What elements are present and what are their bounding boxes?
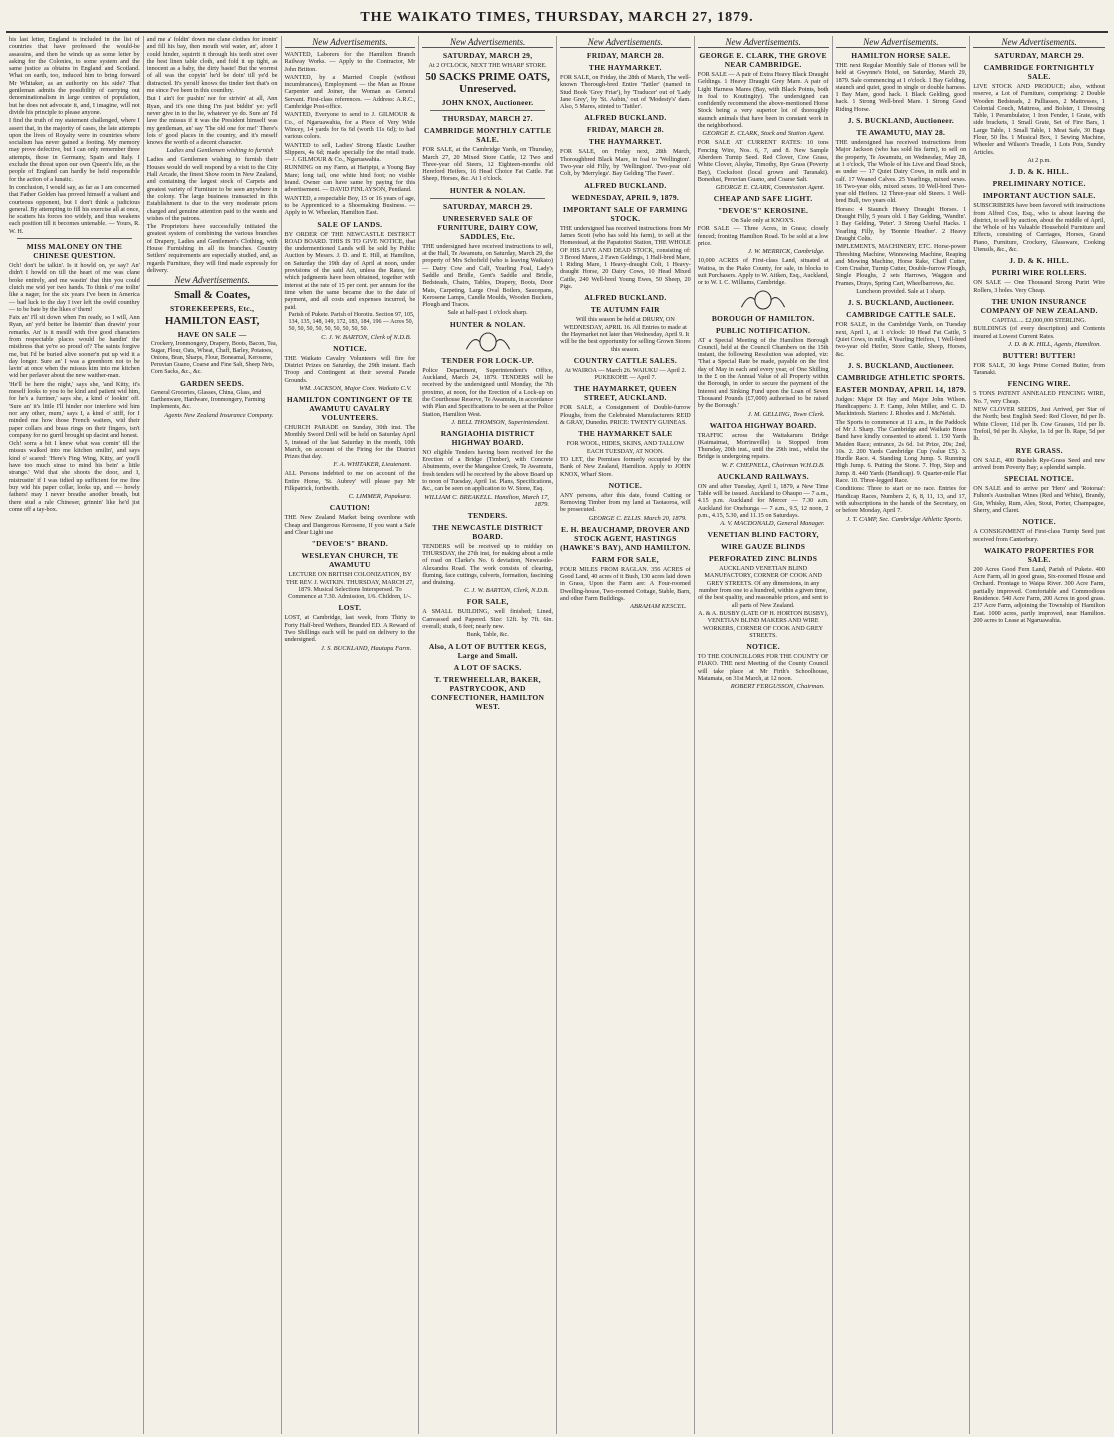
ad-heading: UNRESERVED SALE OF FURNITURE, DAIRY COW, SADDLES, Etc. xyxy=(437,213,538,241)
ad-body: FOR SALE, on Friday, the 28th of March, The well-known Thorough-bred Entire 'Tattler' (named in Stud Book 'Grey Friar'), by 'Traducer' out of 'Lady Jane Grey', by 'St. Aubin,' out of 'Modesty's' dam. Also, 5 Mares, stinted to 'Tattler'. xyxy=(560,74,691,111)
ad-heading: GEORGE E. CLARK, THE GROVE NEAR CAMBRIDGE. xyxy=(699,51,827,69)
ad-heading: THE HAYMARKET SALE xyxy=(578,429,673,439)
ad-body: FOR SALE — A pair of Extra Heavy Black Draught Geldings. 1 Heavy Draught Grey Mare. A pair of Light Harness Mares (Bay, with Black Points, both in foal to Koutingity). The undersigned can confidently recommend the above-mentioned Horse Stock being a very superior lot of thoroughly staunch animals that have been in constant work in the neighborhood. xyxy=(697,71,829,130)
section-header: New Advertisements. xyxy=(560,37,691,48)
ad-body: FOR SALE AT CURRENT RATES: 10 tons Fencing Wire, Nos. 6, 7, and 8. New Sample Aberdeen Turnip Seed. Red Clover, Cow Grass, White Clover, Alsyke, Timothy, Rye Grass (Poverty Bay), Cocksfoot (local grown and Taranaki). Bonedust, Peruvian Guano, and Coarse Salt. xyxy=(697,139,829,183)
ad-heading: THE UNION INSURANCE COMPANY OF NEW ZEALAND. xyxy=(980,296,1098,315)
ad-heading: TENDERS. xyxy=(467,510,508,520)
ad-body: TENDERS will be received up to midday on THURSDAY, the 27th inst, for making about a mile of road on Clarke's No. 6 deviation, Newcastle-Alexandra Road. The work consists of clearing, fluming, face cuttings, culverts, formation, fascining and draining. xyxy=(422,542,553,587)
ad-signature: J. BELL THOMSON, Superintendent. xyxy=(451,418,549,426)
ad-heading: PERFORATED ZINC BLINDS xyxy=(709,554,818,564)
ad-body: Conditions: Three to start or no race. Entries for Handicap Races, Numbers 2, 6, 8, 11, 13, and 17, with subscriptions in the hands of the Secretary, on or before Monday, April 7. xyxy=(835,485,967,515)
ad-heading: FRIDAY, MARCH 28. xyxy=(586,125,664,135)
ad-body: WANTED to sell, Ladies' Strong Elastic Leather Slippers, 4s 6d; made specially for the retail trade. — J. GILMOUR & Co., Ngaruawahia. xyxy=(284,141,416,164)
ad-body: ON SALE and to arrive per 'Hero' and 'Rotorua': Fulton's Australian Wines (Red and White), Brandy, Gin, Whisky, Rum, Ales, Stout, Porter, Champagne, Sherry, and Claret. xyxy=(973,485,1105,514)
column-3 xyxy=(282,36,420,1434)
ad-heading: SATURDAY, MARCH 29. xyxy=(994,51,1084,60)
section-header: New Advertisements. xyxy=(422,37,553,48)
ad-body: ON SALE, 400 Bushels Rye-Grass Seed and new arrived from Poverty Bay; a splendid sample. xyxy=(973,456,1105,471)
ad-body: At WAIROA — March 26. WAIUKU — April 2. PUKEKOHE — April 7. xyxy=(564,366,687,382)
ad-body: LIVE STOCK AND PRODUCE; also, without reserve, a Lot of Furniture, comprising: 2 Double Wooden Bedsteads, 2 Palliasses, 2 Mattresses, 1 Colonial Couch, Mattress, and Bolster, 1 Dressing Table, 1 Perambulator, 1 Iron Fender, 1 Grate, with side brackets, 1 Small Grate, Set of Fire Bars, 1 Large Table, 1 Small Table, 1 Meat Safe, 30 Bags Flour, 50 lbs. 1 Musical Box, 1 Sewing Machine, Wheeler and Wilson's Treadle, 1 Lots Pots, Sundry Articles. xyxy=(973,83,1105,156)
ad-list: General Groceries, Glasses, China, Glass, and Earthenware, Hardware, Ironmongery, Farming Implements, &c. xyxy=(150,390,265,411)
article-paragraph: his last letter, England is included in the list of countries that have professed the would-be assassins, and then he winds up as some letter by asking for the Colonies, to some system and the same justice as obtains in England and Scotland. What on earth, too, induced him to bring forward Mr Whitaker, as an authority on his side? That gentleman admits the possibility of carrying out denominationalism in large centres of population, but he does not advocate it, and, I imagine, will not divide his principle to please anyone. xyxy=(9,36,140,116)
ad-body: The Sports to commence at 11 a.m., in the Paddock of Mr J. Sharp. The Cambridge and Waikato Brass Band have kindly consented to attend. 1. 150 Yards Maiden Race; entrance, 2s 6d. 1st Prize, 20s; 2nd, 10s. 2. 200 Yards Cambridge Cup (value £5). 3. Hurdle Race. 4. Standing Long Jump. 5. Running High Jump. 6. Putting the Stone. 7. Hop, Step and Jump. 8. 440 Yards (Handicap). 9. Quarter-mile Flat Race. 10. Three-legged Race. xyxy=(835,418,967,485)
ad-body: Police Department, Superintendent's Office, Auckland, March 24, 1879. TENDERS will be received by the undersigned until Monday, the 7th proximo, at noon, for the Erection of a Lock-up on the Courthouse Reserve, Te Awamutu, in accordance with Plan and Specifications to be seen at the Police Station, Hamilton West. xyxy=(422,366,553,418)
ad-body: THE undersigned has received instructions from Mr James Scott (who has sold his farm), to sell at the Homestead, at the Papatoitoi Station, THE WHOLE OF HIS LIVE AND DEAD STOCK, consisting of: 3 Brood Mares, 2 Fawn Geldings, 1 Half-bred Mare, 1 Riding Mare, 1 Heavy-draught Colt, 1 Heavy-draught Horse, 20 Dairy Cows, 10 Head Mixed Cattle, 240 Well-bred Young Ewes, 50 Sheep, 20 Pigs. xyxy=(560,224,691,291)
article-paragraph: 'He'll be here the night,' says she, 'and Kitty, it's meself looks to you to be kind and patient wid him, for he's a furriner,' says she, a kind o' lookin' off. 'Sure an' it's little I'll hinder nor interfere wid him nor any other, mum,' says I, a kind o' stiff, for I minded me how those French waiters, wid their paper collars and brass rings on their fingers, isn't company for no gurril brought up dacint and honest. xyxy=(9,380,140,439)
ad-heading: PRELIMINARY NOTICE. xyxy=(992,179,1086,189)
ad-heading: NOTICE. xyxy=(1022,517,1056,527)
ad-body: WANTED, Everyone to send to J. GILMOUR & Co., of Ngaruawahia, for a Piece of Very Wide Wincey, 14 yards for 6s 6d (worth 11s 6d); to had various colors. xyxy=(284,111,416,141)
ad-body: At 2 O'CLOCK, NEXT THE WHARF STORE. xyxy=(428,62,547,69)
ad-body: ON and after Tuesday, April 1, 1879, a New Time Table will be issued. Auckland to Ohaupo — 7 a.m., 4.15 p.m. Auckland for Mercer — 7.30 a.m. Auckland for Onehunga — 7 a.m., 9.5, 12 noon, 2 p.m., 4.15, 5.30, and 11.15 on Saturdays. xyxy=(697,482,829,519)
article-paragraph: Faix an' I'll sit down when I'm ready, so I will, Ann Ryan, an' ye'd better be listenin' than drawin' your remarks. An' is it mesilf with five good characters from respectable places would be handin' the misthress that ye're so proud of? The saints forgive me, but I'd be buried alive sooner'n put up wid it a day longer. Sure an' I was a greenhorn not to be lavin' at once when the missus kim into me kitchen wid her perlaver about the new waither-man. xyxy=(9,314,140,380)
ad-heading: CHEAP AND SAFE LIGHT. xyxy=(713,194,813,204)
ad-heading: HAMILTON CONTINGENT OF TE AWAMUTU CAVALRY VOLUNTEERS. xyxy=(286,394,413,422)
ad-body: ON SALE — One Thousand Strong Puriri Wire Rollers, 3 holes. Very Cheap. xyxy=(973,279,1105,294)
ad-heading: BUTTER! BUTTER! xyxy=(1002,350,1076,360)
ad-signature: GEORGE C. ELLIS. March 20, 1879. xyxy=(588,514,687,522)
ad-signature: F. A. WHITAKER, Lieutenant. xyxy=(333,461,412,469)
ad-body: 5 TONS PATENT ANNEALED FENCING WIRE, No. 7, very Cheap. xyxy=(973,390,1105,405)
ad-heading: THE HAYMARKET, QUEEN STREET, AUCKLAND. xyxy=(573,384,678,403)
ad-body: LECTURE ON BRITISH COLONIZATION, BY THE REV. J. WATKIN. THURSDAY, MARCH 27, 1879. Musical Selections Interspersed. To Commence at 7.30. Admission, 1/6. Children, 1/-. xyxy=(286,571,414,601)
section-header: New Advertisements. xyxy=(285,37,416,48)
ad-signature: ALFRED BUCKLAND. xyxy=(584,113,667,123)
ad-signature: ALFRED BUCKLAND. xyxy=(584,293,667,303)
ad-body: AUCKLAND VENETIAN BLIND MANUFACTORY, CORNER OF COOK AND GREY STREETS. Of any dimensions, in any number from one to a hundred, within a given time, of the best quality, and reasonable prices, and sent to all parts of New Zealand. xyxy=(697,565,829,609)
ad-body: A. & A. BUSBY (LATE OF H. HORTON BUSBY), VENETIAN BLIND MAKERS AND WIRE WORKERS, CORNER OF COOK AND GREY STREETS. xyxy=(698,609,829,639)
ad-heading: WIRE GAUZE BLINDS xyxy=(720,542,806,552)
columns xyxy=(6,36,1108,1434)
divider xyxy=(430,110,545,111)
ad-body: On Sale only at KNOX'S. xyxy=(731,217,796,225)
ad-body: NEW CLOVER SEEDS, Just Arrived, per Star of the North; best English Seed: Red Clover, 8d per lb. White Clover, 11d per lb. Cow Grasses, 11d per lb. Trefoil, 9d per lb. Alsyke, 1s 1d per lb. Rape, 5d per lb. xyxy=(973,406,1105,443)
ad-heading: WAITOA HIGHWAY BOARD. xyxy=(709,420,817,430)
section-header: New Advertisements. xyxy=(698,37,829,48)
ad-heading: SPECIAL NOTICE. xyxy=(1004,474,1075,484)
ad-heading: VENETIAN BLIND FACTORY, xyxy=(707,530,819,540)
ad-body: THE Waikato Cavalry Volunteers will fire for District Prizes on Saturday, the 29th instant. Each Troop and Contingent at their several Parade Grounds. xyxy=(284,354,416,384)
column-5 xyxy=(557,36,695,1434)
ad-signature: ALFRED BUCKLAND. xyxy=(584,180,667,190)
ad-intro: Ladies and Gentlemen wishing to furnish xyxy=(166,147,274,155)
coat-of-arms-icon xyxy=(736,289,790,311)
ad-heading: FARM FOR SALE, xyxy=(591,554,659,564)
ad-body: AT a Special Meeting of the Hamilton Borough Council, held at the Council Chambers on the 15th instant, the following Resolution was adopted, viz: 'That a Special Rate be made, payable on the first day of May in each and every year, of One Shilling in the £ on the Annual Value of all Property within the Borough, in order to secure the payment of the Interest and Sinking Fund upon the Loan of Seven Thousand Pounds (£7,000) authorised to be raised by the Borough.' xyxy=(697,336,829,410)
ad-heading: THE NEWCASTLE DISTRICT BOARD. xyxy=(432,522,543,541)
ad-heading: 50 SACKS PRIME OATS, Unreserved. xyxy=(425,71,550,96)
ad-heading: COUNTRY CATTLE SALES. xyxy=(573,355,678,365)
ad-body: FOR WOOL, HIDES, SKINS, AND TALLOW EACH TUESDAY, AT NOON. xyxy=(566,440,685,455)
ad-heading: THURSDAY, MARCH 27. xyxy=(442,114,533,124)
ad-body: Will this season be held at DRURY, ON WEDNESDAY, APRIL 16. All Entries to made at the Haymarket not later than Wednesday, April 9. It will be the best opportunity for selling Grown Stores this season. xyxy=(560,316,691,353)
ad-body: FOR SALE, on Friday next, 28th March, Thoroughbred Black Mare, in foal to 'Wellington'. Two-year old Filly, by 'Wellington'. Two-year old Colt, by 'Merrylegs'. Bay Gelding 'The Fawn'. xyxy=(560,148,691,178)
ad-signature: J. D. & K. HILL. xyxy=(1009,167,1070,177)
ad-body: TO LET, the Premises formerly occupied by the Bank of New Zealand, Hamilton. Apply to JOHN KNOX, Wharf Store. xyxy=(560,455,691,478)
ad-heading: TE AUTUMN FAIR xyxy=(590,305,660,315)
ad-body: WANTED, a respectable Boy, 15 or 16 years of age, to be Apprenticed to a Shoemaking Business. — Apply to W. Wheelan, Hamilton East. xyxy=(284,194,416,217)
ad-heading: THE HAYMARKET. xyxy=(588,63,662,72)
ad-body: THE undersigned have received instructions to sell, at the Hall, Te Awamutu, on Saturday, March 29, the property of Mrs Schofield (who is leaving Waikato) — Dairy Cow and Calf, Yearling Foal, Lady's Saddle and Bridle, Gent's Saddle and Bridle, Bedsteads, Chairs, Tables, Drapery, Boots, Door Mats, Carpeting, Large Oval Boilers, Saucepans, Kerosene Lamps, Candle Moulds, Wooden Buckets, Plough and Traces. xyxy=(422,242,553,309)
ad-heading: BOROUGH OF HAMILTON. xyxy=(711,313,815,323)
ad-heading: Also, A LOT OF BUTTER KEGS, Large and Small. xyxy=(428,641,547,660)
ad-list: Crockery, Ironmongery, Drapery, Boots, Bacon, Tea, Sugar, Flour, Oats, Wheat, Chaff, Barley, Potatoes, Onions, Bran, Sharps, Flour, Boneamal, Kerosene, Peruvian Guano, Coarse and Fine Salt, Sheep Nets, Corn Sacks, &c., &c. xyxy=(150,341,278,376)
article-paragraph: and me a' foldin' down me clane clothes for ironin' and fill his bay, then mouth wid water, an', afore I could hinder, squirrit it through his teeth stret over the best linen table cloth, and fold it up tight, as innocent as a baby, the dirty baste! But the worrest of all was the copyin' he'd be doin' till ye'd be distracted. It's yersilf knows the tinder feet that's on me since I've been in this counthry. xyxy=(146,36,278,95)
ad-body: ANY persons, after this date, found Cutting or Removing Timber from my land at Taotaoroa, will be prosecuted. xyxy=(560,491,691,514)
ad-body: WANTED, by a Married Couple (without incumbrances), Employment — the Man as House Carpenter and Joiner, the Woman as General Servant. First-class references. — Address: A.R.C., Cambridge Post-office. xyxy=(284,73,416,111)
ad-signature: C. LIMMER, Papakura. xyxy=(348,493,412,501)
ad-body: Bunk, Table, &c. xyxy=(466,631,509,639)
ad-heading: Small & Coates, xyxy=(174,289,251,302)
ad-heading: CAMBRIDGE FORTNIGHTLY SALE. xyxy=(983,63,1095,81)
ad-body: NO eligible Tenders having been received for the Erection of a Bridge (Timber), with Concrete Abutments, over the Mangahoe Creek, Te Awamutu, fresh tenders will be received by the above Board up to noon of Tuesday, April 1st. Plans, Specifications, &c., can be seen on application to W. Stone, Esq. xyxy=(422,448,553,493)
ad-heading: FENCING WIRE. xyxy=(1007,379,1071,389)
ad-heading: E. H. BEAUCHAMP, DROVER AND STOCK AGENT, HASTINGS (HAWKE'S BAY), AND HAMILTON. xyxy=(560,524,691,552)
ad-heading: T. TREWHEELLAR, BAKER, PASTRYCOOK, AND CONFECTIONER, HAMILTON WEST. xyxy=(430,674,545,711)
page-title: THE WAIKATO TIMES, THURSDAY, MARCH 27, 1879. xyxy=(360,10,754,25)
ad-heading: RANGIAOHIA DISTRICT HIGHWAY BOARD. xyxy=(440,428,535,447)
ad-subheading: STOREKEEPERS, Etc., xyxy=(169,304,255,314)
ad-body: RUNNING on my Farm, at Haripipi, a Young Bay Mare; long tail, one white hind foot; no visible brand. Owner can have same by paying for this advertisement. — DAVID FINLAYSON, Pentland. xyxy=(284,164,416,194)
ad-signature: GEORGE E. CLARK, Commission Agent. xyxy=(715,184,825,192)
ad-body: A SMALL BUILDING, well finished; Lined, Canvassed and Papered. Size: 12ft. by 7ft. 6in. overall; studs, 6 feet; nearly new. xyxy=(422,608,553,630)
column-7 xyxy=(833,36,971,1434)
ad-heading: CAMBRIDGE ATHLETIC SPORTS. xyxy=(836,372,966,382)
ad-heading: IMPORTANT AUCTION SALE. xyxy=(982,191,1096,201)
ad-signature: ROBERT FERGUSSON, Chairman. xyxy=(730,683,825,691)
ad-body: BUILDINGS (of every description) and Contents insured at Lowest Current Rates. xyxy=(973,325,1105,340)
ad-heading: SALE OF LANDS. xyxy=(317,219,383,229)
ad-heading: NOTICE. xyxy=(746,642,780,652)
coat-of-arms-icon xyxy=(461,331,515,353)
ad-body: THE undersigned has received instructions from Major Jackson (who has sold his farm), to sell on the property, Te Awamutu, on Wednesday, May 28, at 1 o'clock, The Whole of his Live and Dead Stock, as under — 17 Quiet Dairy Cows, in milk and in calf. 17 Weaned Calves. 25 Yearlings, mixed sexes. 16 Two-year olds, mixed sexes. 10 Well-bred Two-year old Heifers. 12 Three-year old Steers. 1 Well-bred Bull, two years old. xyxy=(835,139,967,205)
ad-heading: EASTER MONDAY, APRIL 14, 1879. xyxy=(835,384,967,394)
article-paragraph: Och! sorra a bit I knew what was comin' till the missus walked into me kitchen smilin', and says kind o' scared: 'Here's Fing Wing, Kitty, an' you'll have too much sinse to mind his bein' a little strange.' Wid that she shoots the door, and I, mistrustin' if I was tidied up sufficient for me fine buy wid his paper collar, looks up, and — howly fathers! may I never breathe another breath, but there stud a rale Chineser, grinnin' like he'd jist come off a tay-box. xyxy=(9,440,140,513)
ad-heading: PUBLIC NOTIFICATION. xyxy=(716,325,811,335)
section-header: New Advertisements. xyxy=(147,275,278,286)
ad-heading: "DEVOE'S" BRAND. xyxy=(311,539,389,549)
ad-body: Ladies and Gentlemen wishing to furnish their Houses would do well respond by a visit to the City Hall Arcade, the finest Show room in New Zealand, and containing the largest stock of Carpets and greatest variety of Furniture to be seen anywhere in the colony. The large business transacted in this Establishment is due to the very moderate prices charged and genuine attention paid to the wants and wishes of the patrons. xyxy=(146,156,278,222)
ad-heading: CAMBRIDGE CATTLE SALE. xyxy=(846,310,956,320)
divider xyxy=(430,198,545,199)
ad-heading: RYE GRASS. xyxy=(1015,445,1063,455)
ad-signature: C. J. W. BARTON, Clerk of N.D.B. xyxy=(321,333,412,341)
ad-body: THE New Zealand Market being overdone with Cheap and Dangerous Kerosene, If you want a Safe and Clear Light use xyxy=(284,514,416,536)
section-header: New Advertisements. xyxy=(973,37,1105,48)
ad-heading: IMPORTANT SALE OF FARMING STOCK. xyxy=(563,204,688,223)
ad-body: FOR SALE, 30 kegs Prime Corned Butter, from Taranaki. xyxy=(973,361,1105,377)
ad-signature: J. S. BUCKLAND, Hautapu Farm. xyxy=(320,644,412,652)
ad-signature: W. F. CHEPNELL, Chairman W.H.D.B. xyxy=(721,461,825,469)
ad-signature: HUNTER & NOLAN. xyxy=(449,319,526,329)
ad-body: FOR SALE, at the Cambridge Yards, on Thursday, March 27, 20 Mixed Store Cattle, 12 Two and Three-year old Steers, 12 Eighteen-months old Hereford Heifers, 16 Head Choice Fat Cattle. Fat Sheep, Horses, &c. At 1 o'clock. xyxy=(422,146,553,183)
ad-signature: HUNTER & NOLAN. xyxy=(449,185,526,195)
ad-signature: J. S. BUCKLAND, Auctioneer. xyxy=(847,298,955,308)
ad-body: IMPLEMENTS, MACHINERY, ETC. Horse-power Threshing Machine, Winnowing Machine, Reaping and Mowing Machine, Horse Rake, Chaff Cutter, Corn Crusher, Turnip Cutter, Double-furrow Plough, Single Ploughs, 2 sets Harrows, Waggon and Frames, Drays, Spring Cart, Wheelbarrows, &c. xyxy=(835,243,967,287)
ad-body: FOUR MILES FROM RAGLAN. 356 ACRES of Good Land, 40 acres of it Bush, 130 acres laid down in Grass, Upon the Farm are: A Four-roomed Dwelling-house, Two-roomed Cottage, Stable, Barn, and other Farm Buildings. xyxy=(560,565,691,602)
ad-body: FOR SALE, a Consignment of Double-furrow Ploughs, from the Celebrated Manufacturers REID & GRAY, Dunedin. PRICE: TWENTY GUINEAS. xyxy=(560,404,691,427)
ad-heading: PURIRI WIRE ROLLERS. xyxy=(991,268,1087,278)
ad-body: FOR SALE — Three Acres, in Grass; closely fenced; fronting Hamilton Road. To be sold at a low price. xyxy=(697,225,829,248)
ad-body: Sale at half-past 1 o'clock sharp. xyxy=(447,309,528,317)
ad-signature: WILLIAM C. BREAKELL. Hamilton, March 17, 1879. xyxy=(424,493,549,508)
ad-heading: HAMILTON HORSE SALE. xyxy=(851,51,951,60)
ad-body: SUBSCRIBERS have been favored with instructions from Alfred Cox, Esq., who is about leaving the district, to sell by auction, about the middle of April, the Whole of his Valuable Household Furniture and Effects, consisting of Carriages, Horses, Grand Piano, Furniture, Crockery, Glassware, Cooking Utensils, &c., &c. xyxy=(973,202,1105,254)
ad-table: Parish of Pukete. Parish of Horotiu. Section 97, 105, 134, 135, 148, 149, 172, 183, 184, 196 — Acres 50, 50, 50, 50, 50, 50, 50, 50, 50, 50. xyxy=(288,311,415,332)
ad-body: ALL Persons indebted to me on account of the Entire Horse, 'St. Aubrey' will please pay Mr Filkpatrick, forthwith. xyxy=(284,470,416,493)
ad-signature: JOHN KNOX, Auctioneer. xyxy=(441,98,534,108)
ad-heading: THE HAYMARKET. xyxy=(588,137,662,147)
ad-body: Luncheon provided. Sale at 1 sharp. xyxy=(856,288,946,296)
ad-body: At 2 p.m. xyxy=(1027,156,1051,164)
ad-heading: CAUTION! xyxy=(329,503,371,513)
ad-heading: WAIKATO PROPERTIES FOR SALE. xyxy=(984,545,1095,564)
ad-heading: WESLEYAN CHURCH, TE AWAMUTU xyxy=(301,551,399,570)
ad-body: CAPITAL ... £2,000,000 STERLING. xyxy=(992,316,1087,324)
ad-signature: J. T. CAMP, Sec. Cambridge Athletic Sports. xyxy=(846,515,963,523)
article-paragraph: I find the truth of my statement challenged, where I assert that, in the majority of cases, the late attempts upon the lives of Royalty were in countries where socialism has never gained a footing. My memory may prove defective, but I can only remember three attempts, those in Germany, Spain and Italy. I exclude the threat upon our own Queen's life, as the people of England can hardly be held responsible for the action of a lunatic. xyxy=(9,117,140,183)
ad-heading: FRIDAY, MARCH 28. xyxy=(586,51,664,60)
ad-signature: C. J. W. BARTON, Clerk, N.D.B. xyxy=(463,587,549,595)
ad-heading: NOTICE. xyxy=(333,343,367,353)
section-header: New Advertisements. xyxy=(836,37,967,48)
ad-signature: A. V. MACDONALD, General Manager. xyxy=(720,520,825,528)
ad-body: A CONSIGNMENT of First-class Turnip Seed just received from Canterbury. xyxy=(973,528,1105,543)
ad-body: FOR SALE, in the Cambridge Yards, on Tuesday next, April 1, at 1 o'clock: 10 Head Fat Cattle, 5 Quiet Cows, in milk, 4 Yearling Heifers, 1 Well-bred two-year old Heifer, Store Cattle, Sheep, Horses, &c. xyxy=(835,321,967,358)
ad-signature: J. W. MERRICK, Cambridge. xyxy=(748,248,825,256)
ad-body: Judges: Major Di Hay and Major John Wilson. Handicappers: J. F. Camp, John Miller, and C. D. Mackintosh. Starters: J. Rhodes and J. McNeish. xyxy=(835,395,967,418)
ad-signature: Agents New Zealand Insurance Company. xyxy=(164,412,274,420)
ad-signature: J. D. & K. HILL. xyxy=(1009,256,1070,266)
ad-body: THE next Regular Monthly Sale of Horses will be held at Gwynne's Hotel, on Saturday, March 29, 1879. Sale commencing at 1 o'clock. 1 Bay Gelding, staunch and quiet, good in single or double harness. 1 Bay Mare, good hack. 1 Black Gelding, good hack. 1 Strong Well-bred Mare. 1 Strong Good Riding Horse. xyxy=(835,62,967,113)
ad-heading: A LOT OF SACKS. xyxy=(453,662,522,672)
article-paragraph: In conclusion, I would say, as far as I am concerned that Father Golden has proved himself a valiant and courteous opponent, but I don't think a judicious general. By attempting to fill his exercise all at once, he scatters his forces too widely, and thus weakens each position till it becomes untenable. — Yours, R. W. H. xyxy=(9,183,140,235)
ad-heading: TENDER FOR LOCK-UP. xyxy=(441,355,534,365)
ad-body: WANTED, Laborers for the Hamilton Branch Railway Works. — Apply to the Contractor, Mr John Britton. xyxy=(284,51,416,73)
column-8 xyxy=(970,36,1108,1434)
ad-body: TRAFFIC across the Waitakaruru Bridge (Kaimaimai, Morrinsville) is Stopped from Thursday, 20th inst., until the 29th inst., whilst the Bridge is undergoing repairs. xyxy=(697,431,829,461)
ad-body: 10,000 ACRES of First-class Land, situated at Waitoa, in the Piako County, for sale, in blocks to suit Purchasers. Apply to W. Aitken, Esq., Auckland, or to W. I. C. Williams, Cambridge. xyxy=(697,257,829,287)
ad-subheading: HAVE ON SALE — xyxy=(177,330,247,340)
ad-signature: J. D. & K. HILL, Agents, Hamilton. xyxy=(1008,340,1101,348)
ad-body: CHURCH PARADE on Sunday, 30th inst. The Monthly Sword Drill will be held on Saturday April 5, instead of the last Saturday in the month, 10th March, on account of the Firing for the District Prizes that day. xyxy=(284,423,416,461)
column-4 xyxy=(419,36,557,1434)
ad-body: 200 Acres Good Fern Land, Parish of Pukete. 400 Acre Farm, all in good grass, Six-roomed House and Orchard. Frontage to Waipa River. 300 Acre Farm, partially improved. Comfortable and Commodious Residence. 540 Acre Farm, 200 Acres in good grass. 237 Acre Farm, adjoining the Township of Hamilton East. 1000 acres, partly improved, near Hamilton. 200 acres to Lease at Ngaruawahia. xyxy=(973,565,1105,624)
column-2 xyxy=(144,36,282,1434)
masthead xyxy=(0,0,1114,34)
ad-heading: NOTICE. xyxy=(608,480,643,490)
ad-heading: FOR SALE, xyxy=(466,597,509,607)
ad-heading: "DEVOE'S" KEROSINE. xyxy=(718,206,809,216)
ad-signature: J. S. BUCKLAND, Auctioneer. xyxy=(847,116,955,126)
ad-heading: GARDEN SEEDS. xyxy=(180,379,245,389)
column-1 xyxy=(6,36,144,1434)
article-heading: MISS MALONEY ON THE CHINESE QUESTION. xyxy=(26,242,123,261)
ad-signature: J. M. GELLING, Town Clerk. xyxy=(747,410,825,418)
ad-heading: TE AWAMUTU, MAY 28. xyxy=(856,128,946,138)
ad-signature: WM. JACKSON, Major Com. Waikato C.V. xyxy=(299,384,412,392)
ad-heading: HAMILTON EAST, xyxy=(164,315,260,328)
ad-heading: CAMBRIDGE MONTHLY CATTLE SALE. xyxy=(423,126,552,145)
article-paragraph: Och! don't be talkin'. Is it howld on, ye say? An' didn't I howld on till the heart of me was clane broke entirely, and me wastin' that thin you could clutch me wid yer two hands. To think o' me toilin' like a nager, for the six years I've been in America — bad luck to the day I iver left the owld counthry — to be bate by the likes o' them! xyxy=(9,262,140,313)
ad-signature: GEORGE E. CLARK, Stock and Station Agent. xyxy=(702,130,825,138)
ad-body: BY ORDER OF THE NEWCASTLE DISTRICT ROAD BOARD. THIS IS TO GIVE NOTICE, that the undermentioned Lands will be sold by Public Auction by Messrs. J. D. and E. Hill, at Hamilton, on Saturday the 19th day of April at noon, under provisions of the said Act, unless the Rates, for which judgments have been obtained, together with interest at the rate of 15 per cent. per annum for the time when the same became due to the date of payment, and all costs and expenses incurred, be paid. xyxy=(284,230,416,311)
column-6 xyxy=(695,36,833,1434)
article-paragraph: But I ain't for pushin' nor for strivin' at all, Ann Ryan, and it's one thing I'm just biddin' ye: ye'll never give in to the lie, whatever ye do. Sure an' I'd lave the missus if it was the President himself was my gentleman, an' say 'The old one for me!' There's lots o' good places in the country, and it's meself knows the worth of a decent character. xyxy=(146,95,278,147)
ad-signature: J. S. BUCKLAND, Auctioneer. xyxy=(847,360,955,370)
ad-heading: AUCKLAND RAILWAYS. xyxy=(717,471,809,481)
ad-body: TO THE COUNCILLORS FOR THE COUNTY OF PIAKO. THE next Meeting of the County Council will take place at Mr Firth's Schoolhouse, Matamata, on 31st March, at 12 noon. xyxy=(697,653,829,683)
ad-heading: WEDNESDAY, APRIL 9, 1879. xyxy=(571,192,680,202)
ad-body: Horses: 4 Staunch Heavy Draught Horses. 1 Draught Filly, 5 years old. 1 Bay Gelding, 'Wandin'. 1 Bay Gelding, 'Peter'. 3 Strong Useful Hacks. 1 Yearling Filly, by 'Bonnie Heather'. 2 Heavy Draught Colts. xyxy=(835,205,967,242)
ad-body: LOST, at Cambridge, last week, from Thirty to Forty Half-bred Wethers, Branded ED. A Reward of Two Shillings each will be paid on delivery to the undersigned. xyxy=(284,614,416,644)
divider xyxy=(17,238,132,239)
ad-signature: ABRAHAM KESCEL. xyxy=(630,603,687,611)
ad-heading: LOST. xyxy=(338,603,362,613)
ad-body: The Proprietors have successfully initiated the greatest system of combining the various branches of Drapery, Ladies and Gentlemen's Clothing, with House Furnishing in all its branches. Country Settlers' requirements are especially studied, and, as regards Furniture, they will find made expressly for delivery. xyxy=(146,223,278,274)
ad-heading: SATURDAY, MARCH 29, xyxy=(442,51,533,60)
masthead-rule xyxy=(6,31,1108,33)
ad-heading: SATURDAY, MARCH 29. xyxy=(442,201,533,211)
